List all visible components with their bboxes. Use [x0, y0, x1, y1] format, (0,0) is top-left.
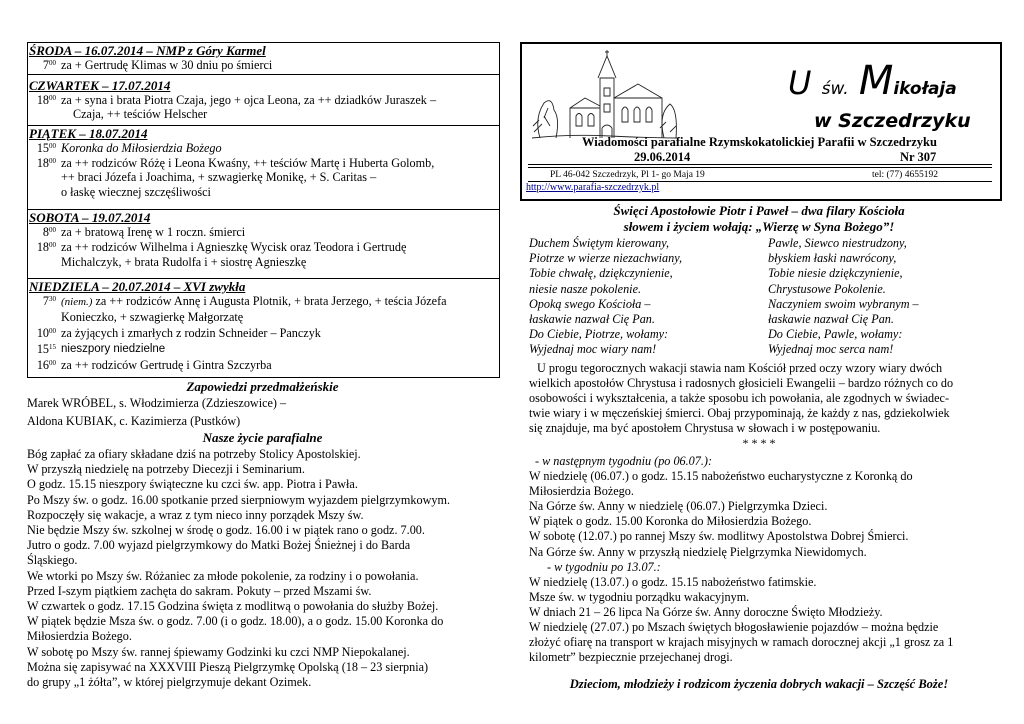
church-drawing-icon [530, 48, 680, 144]
poem-line: Tobie chwałę, dziękczynienie, [529, 266, 673, 281]
parish-life-title: Nasze życie parafialne [202, 430, 323, 445]
mass-entry: $18^{00}$ za + syna i brata Piotra Czaja, jego + ojca Leona, za ++ dziadków Juraszek – [36, 93, 437, 107]
mass-entry-cont: o łaskę wiecznej szczęśliwości [61, 185, 211, 199]
announcement-line: W czwartek o godz. 17.15 Godzina święta z modlitwą o powołania do służby Bożej. [27, 599, 439, 613]
intro-line: osobowości i wykształcenia, a także sposobu ich powołania, ale zgodnych w świadec- [529, 391, 950, 405]
issue-number: Nr 307 [900, 150, 937, 164]
announcement-line: Bóg zapłać za ofiary składane dziś na potrzeby Stolicy Apostolskiej. [27, 447, 361, 461]
day-sunday [28, 280, 499, 374]
announcement-line: Śląskiego. [27, 553, 78, 568]
newsletter-subtitle: Wiadomości parafialne Rzymskokatolickiej Parafii w Szczedrzyku [582, 135, 937, 149]
closing-wishes: Dzieciom, młodzieży i rodzicom życzenia dobrych wakacji – Szczęść Boże! [569, 677, 949, 691]
intro-line: się znajduje, ma być apostołem Chrystusa w słowach i w postępowaniu. [529, 421, 881, 435]
separator-stars: * * * * [742, 436, 776, 450]
banns-entry: Aldona KUBIAK, c. Kazimierza (Pustków) [27, 414, 241, 428]
banns-entry: Marek WRÓBEL, s. Włodzimierza (Zdzieszowice) – [27, 396, 287, 410]
day-header: ŚRODA – 16.07.2014 – NMP z Góry Karmel [29, 43, 266, 58]
poem-title: Święci Apostołowie Piotr i Paweł – dwa filary Kościoła [613, 203, 905, 218]
phone: tel: (77) 4655192 [872, 170, 938, 180]
day-saturday [28, 211, 499, 269]
newsletter-header [520, 42, 1002, 201]
announcement-line: W przyszłą niedzielę na potrzeby Diecezji i Seminarium. [27, 462, 305, 477]
announcement-line: W sobotę (12.07.) po rannej Mszy św. modlitwy Apostolstwa Dobrej Śmierci. [529, 529, 909, 544]
section-heading: - w następnym tygodniu (po 06.07.): [535, 454, 713, 468]
poem-line: łaskawie nazwał Cię Pan. [529, 312, 655, 326]
poem-line: Wyjednaj moc wiary nam! [529, 342, 657, 357]
announcement-line: W niedzielę (13.07.) o godz. 15.15 nabożeństwo fatimskie. [529, 574, 817, 589]
poem-line: Piotrze w wierze niezachwiany, [529, 251, 683, 266]
announcement-line: W niedzielę (27.07.) po Mszach świętych błogosławienie pojazdów – można będzie [529, 619, 939, 634]
section-heading: - w tygodniu po 13.07.: [547, 559, 661, 574]
announcement-line: We wtorki po Mszy św. Różaniec za młode pokolenie, za rodziny i o powołania. [27, 568, 419, 583]
announcement-line: W sobotę po Mszy św. rannej śpiewamy Godzinki ku czci NMP Niepokalanej. [27, 644, 410, 659]
masthead-subtitle: w Szczedrzyku [814, 110, 971, 132]
mass-entry: $8^{00}$ za + bratową Irenę w 1 roczn. śmierci [42, 225, 246, 239]
mass-entry-cont: ++ braci Józefa i Joachima, + szwagierkę Monikę, + S. Caritas – [61, 170, 377, 184]
mass-schedule-box [27, 42, 500, 378]
mass-entry-cont: Czaja, ++ teściów Helscher [73, 107, 208, 121]
poem-line: Wyjednaj moc serca nam! [768, 342, 894, 357]
poem-line: niesie nasze pokolenie. [529, 281, 642, 296]
poem-line: Do Ciebie, Piotrze, wołamy: [529, 327, 669, 342]
poem-line: Duchem Świętym kierowany, [529, 236, 670, 250]
announcement-line: Miłosierdzia Bożego. [529, 484, 634, 499]
mass-entry: $15^{15}$ nieszpory niedzielne [36, 342, 166, 356]
mass-entry: $16^{00}$ za ++ rodziców Gertrudę i Gintra Szczyrba [36, 358, 272, 372]
announcement-line: W niedzielę (06.07.) o godz. 15.15 nabożeństwo eucharystyczne z Koronką do [529, 469, 913, 483]
masthead-title: U św. Mikołaja [788, 58, 957, 104]
announcement-line: kilometr” bezpiecznie przejechanej drogi. [529, 650, 733, 665]
poem-line: Naczyniem swoim wybranym – [768, 296, 919, 311]
day-wednesday [28, 44, 499, 72]
announcement-line: Po Mszy św. o godz. 16.00 spotkanie przed sierpniowym wyjazdem pielgrzymkowym. [27, 492, 450, 507]
announcement-line: Przed I-szym piątkiem zachęta do sakram. Pokuty – przed Mszami św. [27, 583, 372, 598]
day-header: CZWARTEK – 17.07.2014 [29, 78, 171, 93]
mass-entry: $15^{00}$ Koronka do Miłosierdzia Bożego [36, 141, 222, 155]
website-link[interactable]: http://www.parafia-szczedrzyk.pl [526, 182, 660, 193]
announcement-line: Nie będzie Mszy św. szkolnej w środę o godz. 16.00 i w piątek rano o godz. 7.00. [27, 523, 425, 537]
announcement-line: W dniach 21 – 26 lipca Na Górze św. Anny doroczne Święto Młodzieży. [529, 604, 883, 619]
mass-entry: $18^{00}$ za ++ rodziców Różę i Leona Kwaśny, ++ teściów Martę i Huberta Golomb, [36, 156, 435, 170]
intro-line: U progu tegorocznych wakacji stawia nam Kościół przed oczy wzory wiary dwóch [537, 361, 943, 375]
divider [528, 167, 992, 168]
announcement-line: Miłosierdzia Bożego. [27, 629, 132, 644]
mass-entry-cont: Konieczko, + szwagierkę Małgorzatę [61, 310, 244, 324]
day-header: PIĄTEK – 18.07.2014 [29, 126, 148, 141]
poem-line: Pawle, Siewco niestrudzony, [768, 236, 907, 250]
mass-entry-cont: Michalczyk, + brata Rudolfa i + siostrę Agnieszkę [61, 255, 307, 269]
day-header: SOBOTA – 19.07.2014 [29, 210, 151, 225]
divider [528, 164, 992, 165]
announcement-line: Na Górze św. Anny w niedzielę (06.07.) Pielgrzymka Dzieci. [529, 499, 828, 514]
poem-line: Tobie niesie dziękczynienie, [768, 266, 903, 281]
day-friday [28, 127, 499, 199]
announcement-line: Jutro o godz. 7.00 wyjazd pielgrzymkowy do Matki Bożej Śnieżnej i do Barda [27, 538, 411, 553]
announcement-line: Na Górze św. Anny w przyszłą niedzielę Pielgrzymka Niewidomych. [529, 544, 867, 559]
banns-title: Zapowiedzi przedmałżeńskie [186, 379, 339, 394]
poem-line: łaskawie nazwał Cię Pan. [768, 312, 894, 326]
address: PL 46-042 Szczedrzyk, Pl 1- go Maja 19 [550, 170, 705, 180]
poem-line: błyskiem łaski nawrócony, [768, 251, 897, 266]
mass-entry: $18^{00}$ za ++ rodziców Wilhelma i Agnieszkę Wycisk oraz Teodora i Gertrudę [36, 240, 407, 254]
poem-line: Do Ciebie, Pawle, wołamy: [768, 327, 903, 342]
mass-entry: $7^{30}$ (niem.) za ++ rodziców Annę i Augusta Plotnik, + brata Jerzego, + teścia Józefa [42, 294, 447, 308]
intro-line: twie wiary i w męczeńskiej śmierci. Obaj przypominają, że każdy z nas, gdziekolwiek [529, 406, 950, 420]
day-thursday [28, 79, 499, 121]
announcement-line: W piątek będzie Msza św. o godz. 7.00 (i o godz. 18.00), a o godz. 15.00 Koronka do [27, 614, 444, 629]
issue-date: 29.06.2014 [634, 150, 691, 164]
announcement-line: do grupy „1 żółta”, w której pielgrzymuje dekant Ozimek. [27, 675, 312, 689]
announcement-line: W piątek o godz. 15.00 Koronka do Miłosierdzia Bożego. [529, 514, 812, 529]
poem-line: Chrystusowe Pokolenie. [768, 281, 886, 296]
parish-life-list [27, 447, 507, 697]
announcement-line: Można się zapisywać na XXXVIII Pieszą Pielgrzymkę Opolską (18 – 23 sierpnia) [27, 659, 429, 674]
announcement-line: O godz. 15.15 nieszpory świąteczne ku czci św. app. Piotra i Pawła. [27, 477, 358, 492]
announcement-line: Rozpoczęły się wakacje, a wraz z tym nieco inny porządek Mszy św. [27, 507, 364, 522]
poem-subtitle: słowem i życiem wołają: „Wierzę w Syna Bożego”! [623, 219, 895, 234]
poem-line: Opoką swego Kościoła – [529, 296, 651, 311]
announcement-line: złożyć ofiarę na transport w krajach misyjnych w ramach dorocznej akcji „1 grosz za 1 [529, 635, 954, 649]
divider [28, 74, 499, 75]
intro-line: wielkich apostołów Chrystusa i radosnych głosicieli Ewangelii – bardzo różnych co do [529, 376, 954, 390]
mass-entry: $7^{00}$ za + Gertrudę Klimas w 30 dniu po śmierci [42, 58, 273, 72]
mass-entry: $10^{00}$ za żyjących i zmarłych z rodzin Schneider – Panczyk [36, 326, 321, 340]
day-header: NIEDZIELA – 20.07.2014 – XVI zwykła [29, 279, 246, 294]
announcement-line: Msze św. w tygodniu porządku wakacyjnym. [529, 589, 750, 604]
